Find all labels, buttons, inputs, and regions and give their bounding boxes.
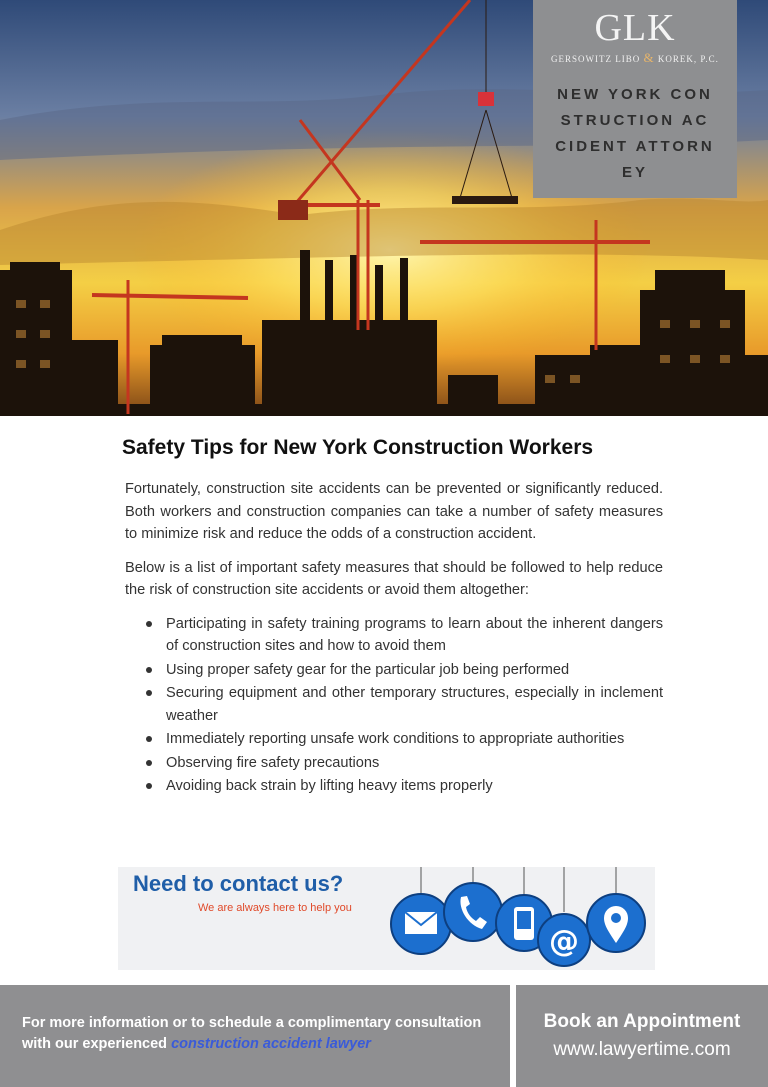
list-intro-paragraph: Below is a list of important safety measures that should be followed to help reduce the risk of construction site accidents or avoid them altogether: [125,559,663,598]
safety-list [125,613,663,798]
article-body [125,478,663,799]
footer-text [22,1013,502,1055]
list-item: Participating in safety training programs to learn about the inherent dangers of construction sites and how to avoid them [166,613,663,658]
location-icon[interactable] [587,894,645,952]
phone-icon[interactable] [444,883,502,941]
firm-name-pre: GERSOWITZ LIBO [551,54,641,64]
contact-subheading: We are always here to help you [198,902,352,914]
hero-image [0,0,768,416]
intro-paragraph: Fortunately, construction site accidents can be prevented or significantly reduced. Both workers and construction companies can take a number of safety measures to minimize risk and reduce the odds of a construction accident. [125,481,663,542]
list-item: Avoiding back strain by lifting heavy items properly [166,775,663,798]
website-link[interactable]: www.lawyertime.com [553,1039,731,1060]
firm-tagline: NEW YORK CONSTRUCTION ACCIDENT ATTORNEY [555,86,715,181]
page-title: Safety Tips for New York Construction Workers [122,436,594,459]
footer-appointment [516,985,768,1087]
list-item: Immediately reporting unsafe work conditions to appropriate authorities [166,728,663,751]
mail-icon[interactable] [391,894,451,954]
at-icon[interactable] [538,914,590,966]
contact-banner[interactable] [118,867,655,970]
book-appointment-button[interactable]: Book an Appointment [543,1011,741,1032]
footer-description: For more information or to schedule a complimentary consultation with our experienced [22,1015,482,1052]
svg-text:@: @ [549,924,579,959]
contact-heading: Need to contact us? [133,871,344,896]
firm-name-post: KOREK, P.C. [657,54,719,64]
firm-name [533,50,737,66]
list-item: Securing equipment and other temporary structures, especially in inclement weather [166,682,663,727]
footer-info [0,985,510,1087]
list-item: Using proper safety gear for the particular job being performed [166,659,663,682]
list-item: Observing fire safety precautions [166,752,663,775]
firm-name-amp: & [643,50,655,65]
brand-box [533,0,737,198]
firm-logo: GLK [594,7,676,49]
contact-icons [388,867,655,970]
lawyer-link[interactable]: construction accident lawyer [171,1036,371,1052]
